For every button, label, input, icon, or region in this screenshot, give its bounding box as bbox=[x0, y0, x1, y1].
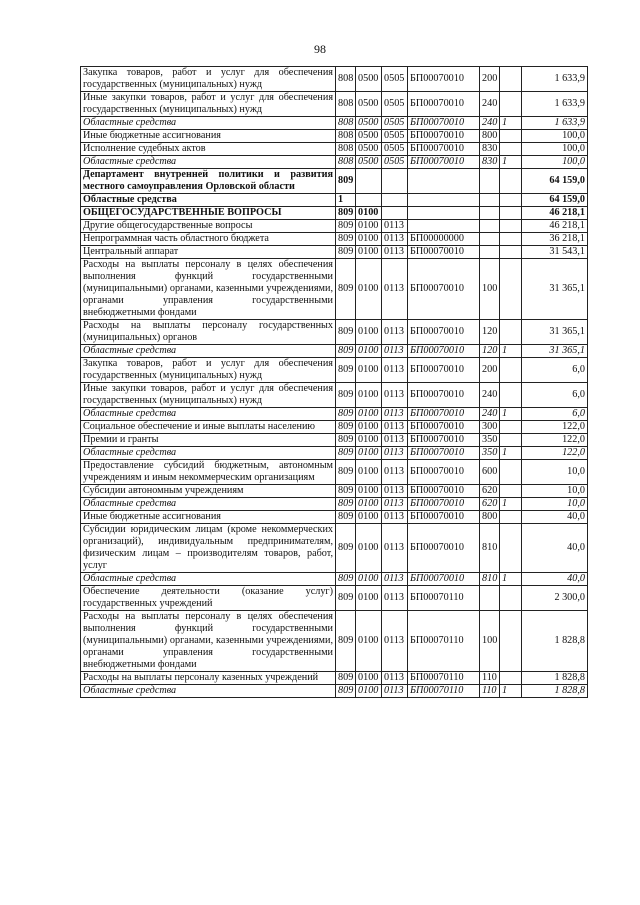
row-source-code: 1 bbox=[500, 345, 522, 358]
row-section-code: 0100 bbox=[356, 246, 382, 259]
row-source-code bbox=[500, 586, 522, 611]
row-subsection-code: 0113 bbox=[382, 611, 408, 672]
table-row bbox=[81, 434, 588, 447]
table-row bbox=[81, 485, 588, 498]
row-subsection-code: 0113 bbox=[382, 434, 408, 447]
row-subsection-code: 0113 bbox=[382, 573, 408, 586]
table-row bbox=[81, 143, 588, 156]
row-ved-code: 809 bbox=[336, 611, 356, 672]
row-target-item-code: БП00070010 bbox=[408, 117, 480, 130]
table-row bbox=[81, 259, 588, 320]
row-ved-code: 809 bbox=[336, 246, 356, 259]
row-source-code bbox=[500, 246, 522, 259]
row-expense-type-code: 240 bbox=[480, 92, 500, 117]
row-source-code bbox=[500, 524, 522, 573]
row-amount: 10,0 bbox=[522, 460, 588, 485]
row-source-code bbox=[500, 434, 522, 447]
row-source-code bbox=[500, 220, 522, 233]
row-target-item-code: БП00000000 bbox=[408, 233, 480, 246]
row-subsection-code: 0113 bbox=[382, 586, 408, 611]
row-amount: 1 828,8 bbox=[522, 611, 588, 672]
row-name: Социальное обеспечение и иные выплаты населению bbox=[81, 421, 336, 434]
table-row bbox=[81, 194, 588, 207]
row-source-code bbox=[500, 383, 522, 408]
row-name: Областные средства bbox=[81, 685, 336, 698]
row-target-item-code: БП00070010 bbox=[408, 67, 480, 92]
row-subsection-code: 0505 bbox=[382, 156, 408, 169]
row-subsection-code: 0113 bbox=[382, 320, 408, 345]
row-expense-type-code: 830 bbox=[480, 143, 500, 156]
row-source-code bbox=[500, 320, 522, 345]
row-amount: 10,0 bbox=[522, 498, 588, 511]
row-subsection-code: 0113 bbox=[382, 233, 408, 246]
row-subsection-code: 0113 bbox=[382, 447, 408, 460]
row-amount: 64 159,0 bbox=[522, 194, 588, 207]
row-target-item-code: БП00070110 bbox=[408, 685, 480, 698]
row-section-code: 0100 bbox=[356, 685, 382, 698]
row-subsection-code: 0505 bbox=[382, 143, 408, 156]
row-ved-code: 809 bbox=[336, 345, 356, 358]
row-ved-code: 809 bbox=[336, 169, 356, 194]
table-row bbox=[81, 672, 588, 685]
row-name: Областные средства bbox=[81, 156, 336, 169]
row-name: Субсидии автономным учреждениям bbox=[81, 485, 336, 498]
row-amount: 100,0 bbox=[522, 143, 588, 156]
row-section-code bbox=[356, 194, 382, 207]
row-expense-type-code: 800 bbox=[480, 511, 500, 524]
row-amount: 46 218,1 bbox=[522, 220, 588, 233]
row-section-code: 0100 bbox=[356, 511, 382, 524]
row-expense-type-code: 110 bbox=[480, 685, 500, 698]
row-section-code: 0500 bbox=[356, 67, 382, 92]
row-amount: 1 828,8 bbox=[522, 672, 588, 685]
row-ved-code: 809 bbox=[336, 498, 356, 511]
row-amount: 100,0 bbox=[522, 156, 588, 169]
row-name: Областные средства bbox=[81, 573, 336, 586]
row-ved-code: 809 bbox=[336, 511, 356, 524]
table-row bbox=[81, 233, 588, 246]
row-target-item-code: БП00070010 bbox=[408, 320, 480, 345]
row-subsection-code: 0113 bbox=[382, 259, 408, 320]
table-row bbox=[81, 220, 588, 233]
row-name: Иные закупки товаров, работ и услуг для обеспечения государственных (муниципальных) нужд bbox=[81, 383, 336, 408]
row-subsection-code: 0113 bbox=[382, 511, 408, 524]
row-section-code: 0100 bbox=[356, 220, 382, 233]
row-section-code: 0100 bbox=[356, 447, 382, 460]
row-target-item-code: БП00070010 bbox=[408, 460, 480, 485]
row-name: Премии и гранты bbox=[81, 434, 336, 447]
row-target-item-code: БП00070010 bbox=[408, 259, 480, 320]
row-expense-type-code bbox=[480, 169, 500, 194]
table-row bbox=[81, 498, 588, 511]
row-target-item-code: БП00070010 bbox=[408, 143, 480, 156]
row-name: Другие общегосударственные вопросы bbox=[81, 220, 336, 233]
row-ved-code: 809 bbox=[336, 220, 356, 233]
row-target-item-code: БП00070010 bbox=[408, 345, 480, 358]
row-target-item-code: БП00070110 bbox=[408, 586, 480, 611]
row-source-code: 1 bbox=[500, 117, 522, 130]
table-row bbox=[81, 611, 588, 672]
row-section-code: 0500 bbox=[356, 117, 382, 130]
row-expense-type-code: 350 bbox=[480, 447, 500, 460]
budget-table bbox=[80, 66, 588, 698]
row-source-code: 1 bbox=[500, 156, 522, 169]
row-ved-code: 809 bbox=[336, 408, 356, 421]
table-row bbox=[81, 169, 588, 194]
row-name: Расходы на выплаты персоналу в целях обеспечения выполнения функций государственными (муниципальными) органами, казенными учреждениями, органами управления государственными внебюджетными фондами bbox=[81, 259, 336, 320]
row-amount: 1 633,9 bbox=[522, 92, 588, 117]
row-target-item-code: БП00070010 bbox=[408, 447, 480, 460]
row-amount: 2 300,0 bbox=[522, 586, 588, 611]
row-ved-code: 809 bbox=[336, 586, 356, 611]
row-section-code: 0100 bbox=[356, 460, 382, 485]
row-expense-type-code: 350 bbox=[480, 434, 500, 447]
page-number: 98 bbox=[314, 42, 326, 56]
row-source-code bbox=[500, 672, 522, 685]
row-expense-type-code: 620 bbox=[480, 498, 500, 511]
row-source-code bbox=[500, 169, 522, 194]
row-amount: 40,0 bbox=[522, 524, 588, 573]
row-name: Закупка товаров, работ и услуг для обеспечения государственных (муниципальных) нужд bbox=[81, 358, 336, 383]
row-ved-code: 809 bbox=[336, 524, 356, 573]
row-subsection-code bbox=[382, 194, 408, 207]
row-amount: 31 365,1 bbox=[522, 259, 588, 320]
row-expense-type-code bbox=[480, 246, 500, 259]
row-name: Департамент внутренней политики и развития местного самоуправления Орловской области bbox=[81, 169, 336, 194]
row-target-item-code: БП00070010 bbox=[408, 92, 480, 117]
table-row bbox=[81, 511, 588, 524]
row-expense-type-code: 110 bbox=[480, 672, 500, 685]
row-name: Исполнение судебных актов bbox=[81, 143, 336, 156]
table-body bbox=[81, 67, 588, 698]
row-target-item-code: БП00070010 bbox=[408, 573, 480, 586]
row-source-code bbox=[500, 207, 522, 220]
table-row bbox=[81, 358, 588, 383]
row-expense-type-code: 600 bbox=[480, 460, 500, 485]
row-expense-type-code: 240 bbox=[480, 408, 500, 421]
row-name: Расходы на выплаты персоналу государственных (муниципальных) органов bbox=[81, 320, 336, 345]
row-source-code: 1 bbox=[500, 573, 522, 586]
row-expense-type-code bbox=[480, 207, 500, 220]
row-expense-type-code: 100 bbox=[480, 259, 500, 320]
table-row bbox=[81, 67, 588, 92]
row-name: Обеспечение деятельности (оказание услуг) государственных учреждений bbox=[81, 586, 336, 611]
row-ved-code: 809 bbox=[336, 685, 356, 698]
row-target-item-code: БП00070010 bbox=[408, 485, 480, 498]
row-amount: 46 218,1 bbox=[522, 207, 588, 220]
row-ved-code: 809 bbox=[336, 434, 356, 447]
row-section-code: 0100 bbox=[356, 421, 382, 434]
row-ved-code: 809 bbox=[336, 259, 356, 320]
row-subsection-code: 0113 bbox=[382, 246, 408, 259]
row-expense-type-code: 200 bbox=[480, 67, 500, 92]
row-section-code: 0100 bbox=[356, 498, 382, 511]
row-name: Областные средства bbox=[81, 498, 336, 511]
row-amount: 36 218,1 bbox=[522, 233, 588, 246]
row-target-item-code: БП00070010 bbox=[408, 421, 480, 434]
row-source-code bbox=[500, 358, 522, 383]
row-subsection-code: 0113 bbox=[382, 498, 408, 511]
row-target-item-code: БП00070010 bbox=[408, 130, 480, 143]
row-name: Иные закупки товаров, работ и услуг для обеспечения государственных (муниципальных) нужд bbox=[81, 92, 336, 117]
row-name: Расходы на выплаты персоналу казенных учреждений bbox=[81, 672, 336, 685]
table-row bbox=[81, 320, 588, 345]
row-target-item-code bbox=[408, 220, 480, 233]
row-ved-code: 809 bbox=[336, 358, 356, 383]
row-ved-code: 809 bbox=[336, 485, 356, 498]
row-subsection-code: 0113 bbox=[382, 685, 408, 698]
row-name: Закупка товаров, работ и услуг для обеспечения государственных (муниципальных) нужд bbox=[81, 67, 336, 92]
row-subsection-code: 0113 bbox=[382, 421, 408, 434]
row-ved-code: 809 bbox=[336, 460, 356, 485]
row-subsection-code bbox=[382, 207, 408, 220]
row-name: Субсидии юридическим лицам (кроме некоммерческих организаций), индивидуальным предпринимателям, физическим лицам – производителям товаров, работ, услуг bbox=[81, 524, 336, 573]
row-expense-type-code: 830 bbox=[480, 156, 500, 169]
table-row bbox=[81, 207, 588, 220]
table-row bbox=[81, 460, 588, 485]
table-row bbox=[81, 246, 588, 259]
row-target-item-code bbox=[408, 169, 480, 194]
row-section-code: 0100 bbox=[356, 524, 382, 573]
row-source-code bbox=[500, 233, 522, 246]
row-subsection-code bbox=[382, 169, 408, 194]
row-expense-type-code: 800 bbox=[480, 130, 500, 143]
row-ved-code: 809 bbox=[336, 383, 356, 408]
row-section-code: 0100 bbox=[356, 207, 382, 220]
row-target-item-code: БП00070010 bbox=[408, 498, 480, 511]
row-ved-code: 808 bbox=[336, 67, 356, 92]
row-name: Областные средства bbox=[81, 408, 336, 421]
table-row bbox=[81, 573, 588, 586]
row-amount: 31 365,1 bbox=[522, 345, 588, 358]
row-target-item-code: БП00070010 bbox=[408, 408, 480, 421]
row-expense-type-code: 620 bbox=[480, 485, 500, 498]
row-expense-type-code: 300 bbox=[480, 421, 500, 434]
row-target-item-code bbox=[408, 207, 480, 220]
table-row bbox=[81, 408, 588, 421]
row-amount: 122,0 bbox=[522, 421, 588, 434]
row-target-item-code: БП00070010 bbox=[408, 511, 480, 524]
row-amount: 122,0 bbox=[522, 447, 588, 460]
row-subsection-code: 0505 bbox=[382, 92, 408, 117]
row-source-code bbox=[500, 130, 522, 143]
row-source-code bbox=[500, 511, 522, 524]
row-section-code: 0100 bbox=[356, 383, 382, 408]
row-amount: 31 543,1 bbox=[522, 246, 588, 259]
row-name: Непрограммная часть областного бюджета bbox=[81, 233, 336, 246]
row-expense-type-code: 240 bbox=[480, 117, 500, 130]
row-source-code: 1 bbox=[500, 685, 522, 698]
row-amount: 10,0 bbox=[522, 485, 588, 498]
row-source-code: 1 bbox=[500, 498, 522, 511]
table-row bbox=[81, 156, 588, 169]
row-section-code: 0100 bbox=[356, 345, 382, 358]
row-subsection-code: 0113 bbox=[382, 485, 408, 498]
row-ved-code: 808 bbox=[336, 92, 356, 117]
row-subsection-code: 0113 bbox=[382, 383, 408, 408]
table-row bbox=[81, 685, 588, 698]
row-name: Иные бюджетные ассигнования bbox=[81, 511, 336, 524]
row-source-code bbox=[500, 421, 522, 434]
row-name: Центральный аппарат bbox=[81, 246, 336, 259]
row-target-item-code: БП00070010 bbox=[408, 383, 480, 408]
row-amount: 1 633,9 bbox=[522, 117, 588, 130]
row-target-item-code: БП00070110 bbox=[408, 672, 480, 685]
row-expense-type-code: 120 bbox=[480, 345, 500, 358]
row-amount: 1 828,8 bbox=[522, 685, 588, 698]
row-ved-code: 808 bbox=[336, 117, 356, 130]
row-name: Иные бюджетные ассигнования bbox=[81, 130, 336, 143]
row-source-code bbox=[500, 67, 522, 92]
row-target-item-code: БП00070010 bbox=[408, 156, 480, 169]
row-source-code bbox=[500, 611, 522, 672]
row-ved-code: 809 bbox=[336, 573, 356, 586]
row-section-code: 0100 bbox=[356, 573, 382, 586]
row-section-code: 0100 bbox=[356, 320, 382, 345]
row-section-code: 0500 bbox=[356, 143, 382, 156]
row-section-code: 0500 bbox=[356, 156, 382, 169]
row-amount: 6,0 bbox=[522, 408, 588, 421]
row-name: Областные средства bbox=[81, 447, 336, 460]
row-subsection-code: 0113 bbox=[382, 460, 408, 485]
row-expense-type-code: 810 bbox=[480, 573, 500, 586]
row-name: Областные средства bbox=[81, 345, 336, 358]
row-source-code: 1 bbox=[500, 447, 522, 460]
row-expense-type-code: 810 bbox=[480, 524, 500, 573]
table-row bbox=[81, 586, 588, 611]
row-subsection-code: 0113 bbox=[382, 345, 408, 358]
table-row bbox=[81, 130, 588, 143]
table-row bbox=[81, 117, 588, 130]
row-expense-type-code: 100 bbox=[480, 611, 500, 672]
table-row bbox=[81, 524, 588, 573]
row-section-code: 0100 bbox=[356, 259, 382, 320]
row-subsection-code: 0505 bbox=[382, 67, 408, 92]
row-subsection-code: 0505 bbox=[382, 130, 408, 143]
row-name: ОБЩЕГОСУДАРСТВЕННЫЕ ВОПРОСЫ bbox=[81, 207, 336, 220]
row-expense-type-code: 120 bbox=[480, 320, 500, 345]
row-ved-code: 808 bbox=[336, 130, 356, 143]
table-row bbox=[81, 92, 588, 117]
row-amount: 31 365,1 bbox=[522, 320, 588, 345]
row-section-code: 0100 bbox=[356, 586, 382, 611]
row-ved-code: 808 bbox=[336, 143, 356, 156]
row-source-code bbox=[500, 194, 522, 207]
row-section-code: 0100 bbox=[356, 611, 382, 672]
row-target-item-code bbox=[408, 194, 480, 207]
row-target-item-code: БП00070010 bbox=[408, 524, 480, 573]
row-amount: 40,0 bbox=[522, 573, 588, 586]
row-amount: 122,0 bbox=[522, 434, 588, 447]
row-section-code: 0100 bbox=[356, 672, 382, 685]
row-subsection-code: 0113 bbox=[382, 358, 408, 383]
row-target-item-code: БП00070010 bbox=[408, 434, 480, 447]
row-target-item-code: БП00070010 bbox=[408, 358, 480, 383]
row-source-code: 1 bbox=[500, 408, 522, 421]
row-expense-type-code: 200 bbox=[480, 358, 500, 383]
table-row bbox=[81, 345, 588, 358]
row-section-code bbox=[356, 169, 382, 194]
row-name: Областные средства bbox=[81, 117, 336, 130]
row-ved-code: 809 bbox=[336, 233, 356, 246]
row-amount: 100,0 bbox=[522, 130, 588, 143]
row-amount: 6,0 bbox=[522, 383, 588, 408]
row-amount: 64 159,0 bbox=[522, 169, 588, 194]
row-ved-code: 808 bbox=[336, 156, 356, 169]
row-expense-type-code bbox=[480, 194, 500, 207]
row-source-code bbox=[500, 143, 522, 156]
row-section-code: 0100 bbox=[356, 233, 382, 246]
row-ved-code: 809 bbox=[336, 421, 356, 434]
row-ved-code: 809 bbox=[336, 672, 356, 685]
row-section-code: 0500 bbox=[356, 130, 382, 143]
row-section-code: 0500 bbox=[356, 92, 382, 117]
row-source-code bbox=[500, 460, 522, 485]
row-name: Предоставление субсидий бюджетным, автономным учреждениям и иным некоммерческим организациям bbox=[81, 460, 336, 485]
row-subsection-code: 0113 bbox=[382, 408, 408, 421]
row-expense-type-code: 240 bbox=[480, 383, 500, 408]
row-subsection-code: 0113 bbox=[382, 220, 408, 233]
row-section-code: 0100 bbox=[356, 434, 382, 447]
table-row bbox=[81, 383, 588, 408]
row-subsection-code: 0113 bbox=[382, 672, 408, 685]
row-ved-code: 809 bbox=[336, 320, 356, 345]
table-row bbox=[81, 447, 588, 460]
row-expense-type-code bbox=[480, 220, 500, 233]
row-section-code: 0100 bbox=[356, 408, 382, 421]
row-ved-code: 1 bbox=[336, 194, 356, 207]
row-expense-type-code bbox=[480, 586, 500, 611]
row-subsection-code: 0505 bbox=[382, 117, 408, 130]
row-section-code: 0100 bbox=[356, 358, 382, 383]
row-ved-code: 809 bbox=[336, 207, 356, 220]
row-target-item-code: БП00070110 bbox=[408, 611, 480, 672]
row-subsection-code: 0113 bbox=[382, 524, 408, 573]
row-target-item-code: БП00070010 bbox=[408, 246, 480, 259]
row-amount: 1 633,9 bbox=[522, 67, 588, 92]
table-row bbox=[81, 421, 588, 434]
row-amount: 6,0 bbox=[522, 358, 588, 383]
row-source-code bbox=[500, 92, 522, 117]
row-source-code bbox=[500, 485, 522, 498]
row-source-code bbox=[500, 259, 522, 320]
row-name: Расходы на выплаты персоналу в целях обеспечения выполнения функций государственными (муниципальными) органами, казенными учреждениями, органами управления государственными внебюджетными фондами bbox=[81, 611, 336, 672]
row-amount: 40,0 bbox=[522, 511, 588, 524]
row-name: Областные средства bbox=[81, 194, 336, 207]
row-expense-type-code bbox=[480, 233, 500, 246]
row-ved-code: 809 bbox=[336, 447, 356, 460]
row-section-code: 0100 bbox=[356, 485, 382, 498]
